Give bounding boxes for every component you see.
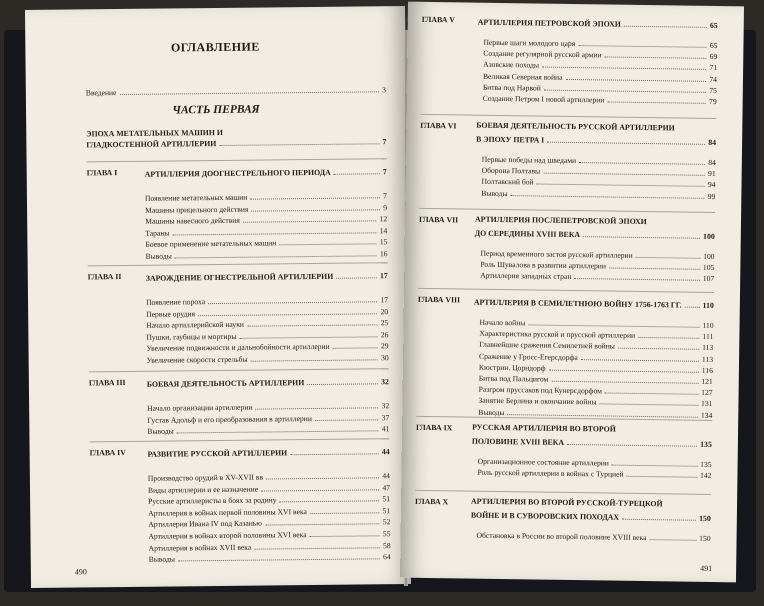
entry-page: 127: [701, 388, 713, 398]
entry-page: 17: [379, 271, 388, 281]
entry-text: Производство орудий в XV-XVII вв: [147, 472, 264, 483]
entry-page: 150: [699, 513, 711, 523]
entry-text: Густав Адольф и его преобразования в артиллерии: [147, 413, 312, 425]
leader-dots: [310, 512, 380, 514]
entry-text: Появление метательных машин: [144, 192, 248, 203]
entry-text: АРТИЛЛЕРИЯ ДООГНЕСТРЕЛЬНОГО ПЕРИОДА: [144, 167, 331, 179]
entry-text: Выводы: [148, 554, 176, 564]
entry-page: 99: [707, 191, 716, 201]
entry-text: Первые орудия: [146, 308, 196, 319]
chapter-label: ГЛАВА III: [88, 377, 126, 388]
entry-page: 134: [700, 410, 713, 420]
leader-dots: [624, 26, 707, 28]
leader-dots: [334, 173, 380, 174]
chapter-label: ГЛАВА VII: [418, 214, 459, 225]
chapter-title-line: БОЕВАЯ ДЕЯТЕЛЬНОСТЬ РУССКОЙ АРТИЛЛЕРИИ: [476, 120, 675, 133]
chapter-label: ГЛАВА IX: [416, 422, 453, 433]
entry-text: Увеличение подвижности и дальнобойности артиллерии: [146, 342, 330, 354]
entry-text: ДО СЕРЕДИНЫ XVIII ВЕКА: [474, 228, 581, 240]
entry-page: 84: [708, 137, 717, 147]
entry-page: 105: [702, 263, 715, 273]
chapter-divider: [418, 288, 714, 293]
leader-dots: [607, 101, 706, 103]
entry-text: Русские артиллеристы в боях за родину: [148, 495, 277, 506]
entry-text: Начало артиллерийской науки: [146, 319, 244, 330]
entry-text: Занятие Берлина и окончание войны: [478, 396, 597, 407]
leader-dots: [649, 539, 696, 541]
entry-text: Артиллерия в войнах XVII века: [148, 542, 252, 553]
entry-text: Виды артиллерии и ее назначение: [147, 484, 259, 495]
entry-text: АРТИЛЛЕРИЯ В СЕМИЛЕТНЮЮ ВОЙНУ 1756-1763 ГГ.: [473, 297, 682, 310]
entry-text: Начало войны: [479, 317, 526, 328]
entry-text: Выводы: [147, 426, 174, 436]
entry-page: 15: [379, 237, 388, 247]
leader-dots: [177, 431, 379, 434]
entry-page: 65: [709, 40, 718, 51]
entry-text: Пушки, гаубицы и мортиры: [146, 331, 237, 342]
entry-text: Выводы: [481, 188, 508, 198]
right-page: [400, 2, 744, 583]
entry-page: 91: [708, 169, 716, 179]
chapter-title-line: АРТИЛЛЕРИЯ ВО ВТОРОЙ РУССКОЙ-ТУРЕЦКОЙ: [471, 496, 663, 509]
entry-text: Азовские походы: [483, 60, 540, 70]
entry-text: Организационное состояние артиллерии: [477, 456, 609, 468]
chapter-label: ГЛАВА X: [414, 496, 449, 507]
entry-page: 121: [701, 376, 713, 386]
entry-page: 14: [379, 226, 388, 236]
chapter-divider: [419, 208, 715, 213]
entry-page: 51: [382, 494, 391, 504]
chapter-divider: [89, 368, 389, 372]
toc-entry: [145, 246, 387, 261]
entry-page: 7: [382, 167, 387, 177]
leader-dots: [511, 195, 705, 199]
entry-page: 32: [381, 377, 389, 387]
entry-page: 113: [702, 343, 714, 353]
entry-page: 69: [709, 52, 718, 62]
chapter-label: ГЛАВА VI: [420, 120, 457, 131]
chapter-title-row: [478, 15, 718, 30]
toc-entry: [147, 350, 389, 365]
leader-dots: [251, 359, 378, 361]
part-heading: ЧАСТЬ ПЕРВАЯ: [172, 103, 260, 117]
chapter-label: ГЛАВА I: [86, 168, 118, 178]
entry-page: 17: [380, 295, 389, 305]
entry-text: ПОЛОВИНЕ XVIII ВЕКА: [471, 436, 565, 447]
chapter-title-row: [475, 226, 715, 241]
entry-page: 71: [709, 63, 718, 73]
chapter-title-row: [145, 164, 387, 179]
entry-page: 44: [382, 471, 390, 481]
entry-text: Великая Северная война: [482, 71, 563, 82]
entry-text: Роль русской артиллерии в войнах с Турцией: [477, 467, 624, 479]
leader-dots: [178, 559, 380, 562]
page-number-right: 491: [700, 563, 713, 573]
entry-text: Битва под Нарвой: [482, 82, 541, 93]
entry-text: ВОЙНЕ И В СУВОРОВСКИХ ПОХОДАХ: [470, 510, 620, 522]
chapter-title-row: [148, 444, 390, 459]
leader-dots: [119, 91, 379, 95]
entry-page: 9: [383, 202, 388, 212]
entry-page: 135: [700, 459, 712, 469]
entry-text: Артиллерия Ивана IV под Казанью: [148, 518, 262, 530]
toc-entry-intro: [86, 82, 386, 97]
chapter-title-row: [472, 434, 712, 449]
entry-page: 79: [709, 96, 717, 107]
entry-page: 26: [380, 330, 389, 340]
entry-text: Битва под Пальцигом: [478, 373, 549, 384]
entry-page: 25: [380, 318, 389, 328]
entry-text: РАЗВИТИЕ РУССКОЙ АРТИЛЛЕРИИ: [147, 448, 288, 459]
entry-text: БОЕВАЯ ДЕЯТЕЛЬНОСТЬ АРТИЛЛЕРИИ: [146, 378, 305, 389]
entry-page: 107: [702, 274, 715, 284]
entry-page: 29: [380, 341, 389, 351]
entry-page: 3: [381, 85, 386, 95]
entry-page: 12: [379, 214, 388, 224]
chapter-title-row: [147, 374, 389, 389]
toc-entry: [481, 185, 715, 200]
chapter-divider: [90, 438, 390, 442]
leader-dots: [315, 419, 379, 421]
entry-page: 110: [702, 300, 714, 310]
entry-text: Выводы: [145, 251, 172, 261]
entry-text: Увеличение скорости стрельбы: [146, 354, 248, 365]
entry-page: 51: [382, 506, 391, 516]
entry-page: 135: [700, 439, 712, 449]
chapter-label: ГЛАВА VIII: [417, 294, 461, 305]
entry-page: 47: [382, 482, 391, 492]
entry-text: Главнейшие сражения Семилетней войны: [479, 340, 615, 351]
entry-page: 55: [382, 529, 391, 539]
chapter-title-row: [474, 295, 714, 310]
toc-entry: [149, 549, 391, 564]
chapter-label: ГЛАВА IV: [89, 447, 126, 458]
epoch-title-line2: ГЛАДКОСТЕННОЙ АРТИЛЛЕРИИ: [86, 139, 217, 150]
entry-text: Период временного застоя русской артиллерии: [480, 248, 633, 260]
entry-page: 32: [381, 401, 390, 411]
entry-page: 116: [701, 365, 713, 375]
entry-text: Введение: [85, 88, 117, 98]
entry-text: Артиллерия в войнах второй половины XVI века: [148, 530, 307, 541]
chapter-label: ГЛАВА V: [421, 14, 456, 25]
entry-text: Разгром пруссаков под Кунерсдорфом: [478, 384, 603, 396]
toc-entry: [483, 91, 717, 106]
leader-dots: [280, 501, 380, 503]
toc-entry: [480, 268, 714, 283]
leader-dots: [685, 307, 700, 308]
chapter-divider: [87, 158, 387, 162]
leader-dots: [547, 142, 705, 145]
entry-text: Сражение у Гросс-Егерсдорфа: [479, 351, 578, 362]
leader-dots: [290, 453, 379, 455]
entry-page: 58: [382, 540, 391, 550]
chapter-divider: [415, 490, 711, 495]
entry-text: Появление пороха: [146, 297, 206, 307]
leader-dots: [307, 383, 378, 385]
chapter-title-row: [471, 508, 711, 523]
entry-page: 41: [381, 424, 390, 434]
entry-text: Кюстрин. Цорндорф: [478, 362, 546, 373]
entry-text: ЗАРОЖДЕНИЕ ОГНЕСТРЕЛЬНОЙ АРТИЛЛЕРИИ: [145, 271, 334, 283]
toc-title: ОГЛАВЛЕНИЕ: [170, 39, 260, 55]
entry-page: 44: [381, 447, 390, 457]
leader-dots: [333, 348, 378, 349]
entry-text: Первые шаги молодого царя: [483, 37, 576, 49]
entry-text: Артиллерия в войнах первой половины XVI века: [148, 506, 307, 518]
entry-text: Выводы: [478, 407, 505, 417]
left-page: [25, 6, 411, 588]
entry-text: Тараны: [145, 228, 170, 238]
entry-text: Первые победы над шведами: [481, 154, 577, 166]
chapter-title-row: [476, 132, 716, 147]
entry-text: АРТИЛЛЕРИЯ ПЕТРОВСКОЙ ЭПОХИ: [477, 17, 621, 29]
entry-page: 7: [383, 191, 387, 201]
entry-page: 65: [709, 20, 718, 31]
entry-page: 37: [381, 412, 390, 422]
entry-text: Характеристика русской и прусской артиллерии: [479, 328, 636, 341]
leader-dots: [175, 255, 377, 258]
page-number-left: 490: [74, 567, 87, 577]
entry-page: 20: [380, 306, 389, 316]
entry-page: 113: [701, 354, 714, 364]
epoch-title-line1: ЭПОХА МЕТАТЕЛЬНЫХ МАШИН И: [86, 127, 223, 139]
entry-page: 150: [699, 533, 711, 543]
entry-page: 100: [703, 251, 715, 261]
toc-entry: [477, 528, 711, 543]
leader-dots: [279, 244, 376, 246]
entry-text: Машины прицельного действия: [145, 204, 249, 215]
leader-dots: [310, 535, 380, 537]
entry-text: Создание Петром I новой артиллерии: [482, 93, 605, 105]
entry-text: Артиллерия западных стран: [480, 271, 572, 282]
entry-page: 131: [700, 399, 713, 409]
toc-entry: [147, 421, 389, 436]
entry-page: 75: [709, 85, 717, 95]
entry-text: В ЭПОХУ ПЕТРА I: [476, 134, 545, 145]
entry-page: 64: [383, 552, 391, 562]
leader-dots: [336, 277, 377, 278]
entry-text: Полтавский бой: [481, 177, 534, 187]
entry-page: 30: [381, 353, 389, 363]
chapter-divider: [420, 114, 716, 119]
entry-page: 100: [703, 231, 715, 241]
entry-page: 52: [382, 517, 391, 527]
entry-page: 111: [702, 332, 714, 342]
entry-text: Боевое применение метательных машин: [145, 238, 277, 250]
chapter-title-line: РУССКАЯ АРТИЛЛЕРИЯ ВО ВТОРОЙ: [472, 422, 616, 434]
chapter-divider: [88, 262, 388, 266]
chapter-label: ГЛАВА II: [87, 272, 122, 282]
entry-page: 110: [702, 320, 714, 330]
entry-page: 94: [707, 180, 716, 190]
right-chapters: [408, 2, 744, 543]
entry-page: 16: [379, 249, 388, 259]
epoch-title-line2-row: [86, 134, 386, 149]
leader-dots: [622, 519, 696, 521]
leader-dots: [583, 236, 700, 239]
toc-entry: [477, 465, 711, 480]
leader-dots: [627, 476, 698, 478]
leader-dots: [219, 143, 379, 146]
leader-dots: [574, 278, 699, 281]
entry-text: Оборона Полтавы: [481, 165, 541, 176]
chapter-title-row: [146, 268, 388, 283]
entry-text: Машины навесного действия: [145, 215, 240, 226]
entry-text: Начало организации артиллерии: [147, 402, 253, 413]
entry-text: Обстановка в России во второй половине XVIII века: [476, 530, 647, 543]
leader-dots: [567, 444, 697, 447]
entry-page: 84: [708, 157, 716, 167]
entry-page: 142: [699, 470, 712, 481]
entry-page: 74: [709, 74, 718, 84]
entry-text: Роль Шувалова в развитии артиллерии: [480, 259, 607, 271]
entry-text: Создание регулярной русской армии: [483, 48, 602, 60]
entry-page: 7: [382, 137, 387, 147]
chapter-title-line: АРТИЛЛЕРИЯ ПОСЛЕПЕТРОВСКОЙ ЭПОХИ: [474, 214, 647, 227]
